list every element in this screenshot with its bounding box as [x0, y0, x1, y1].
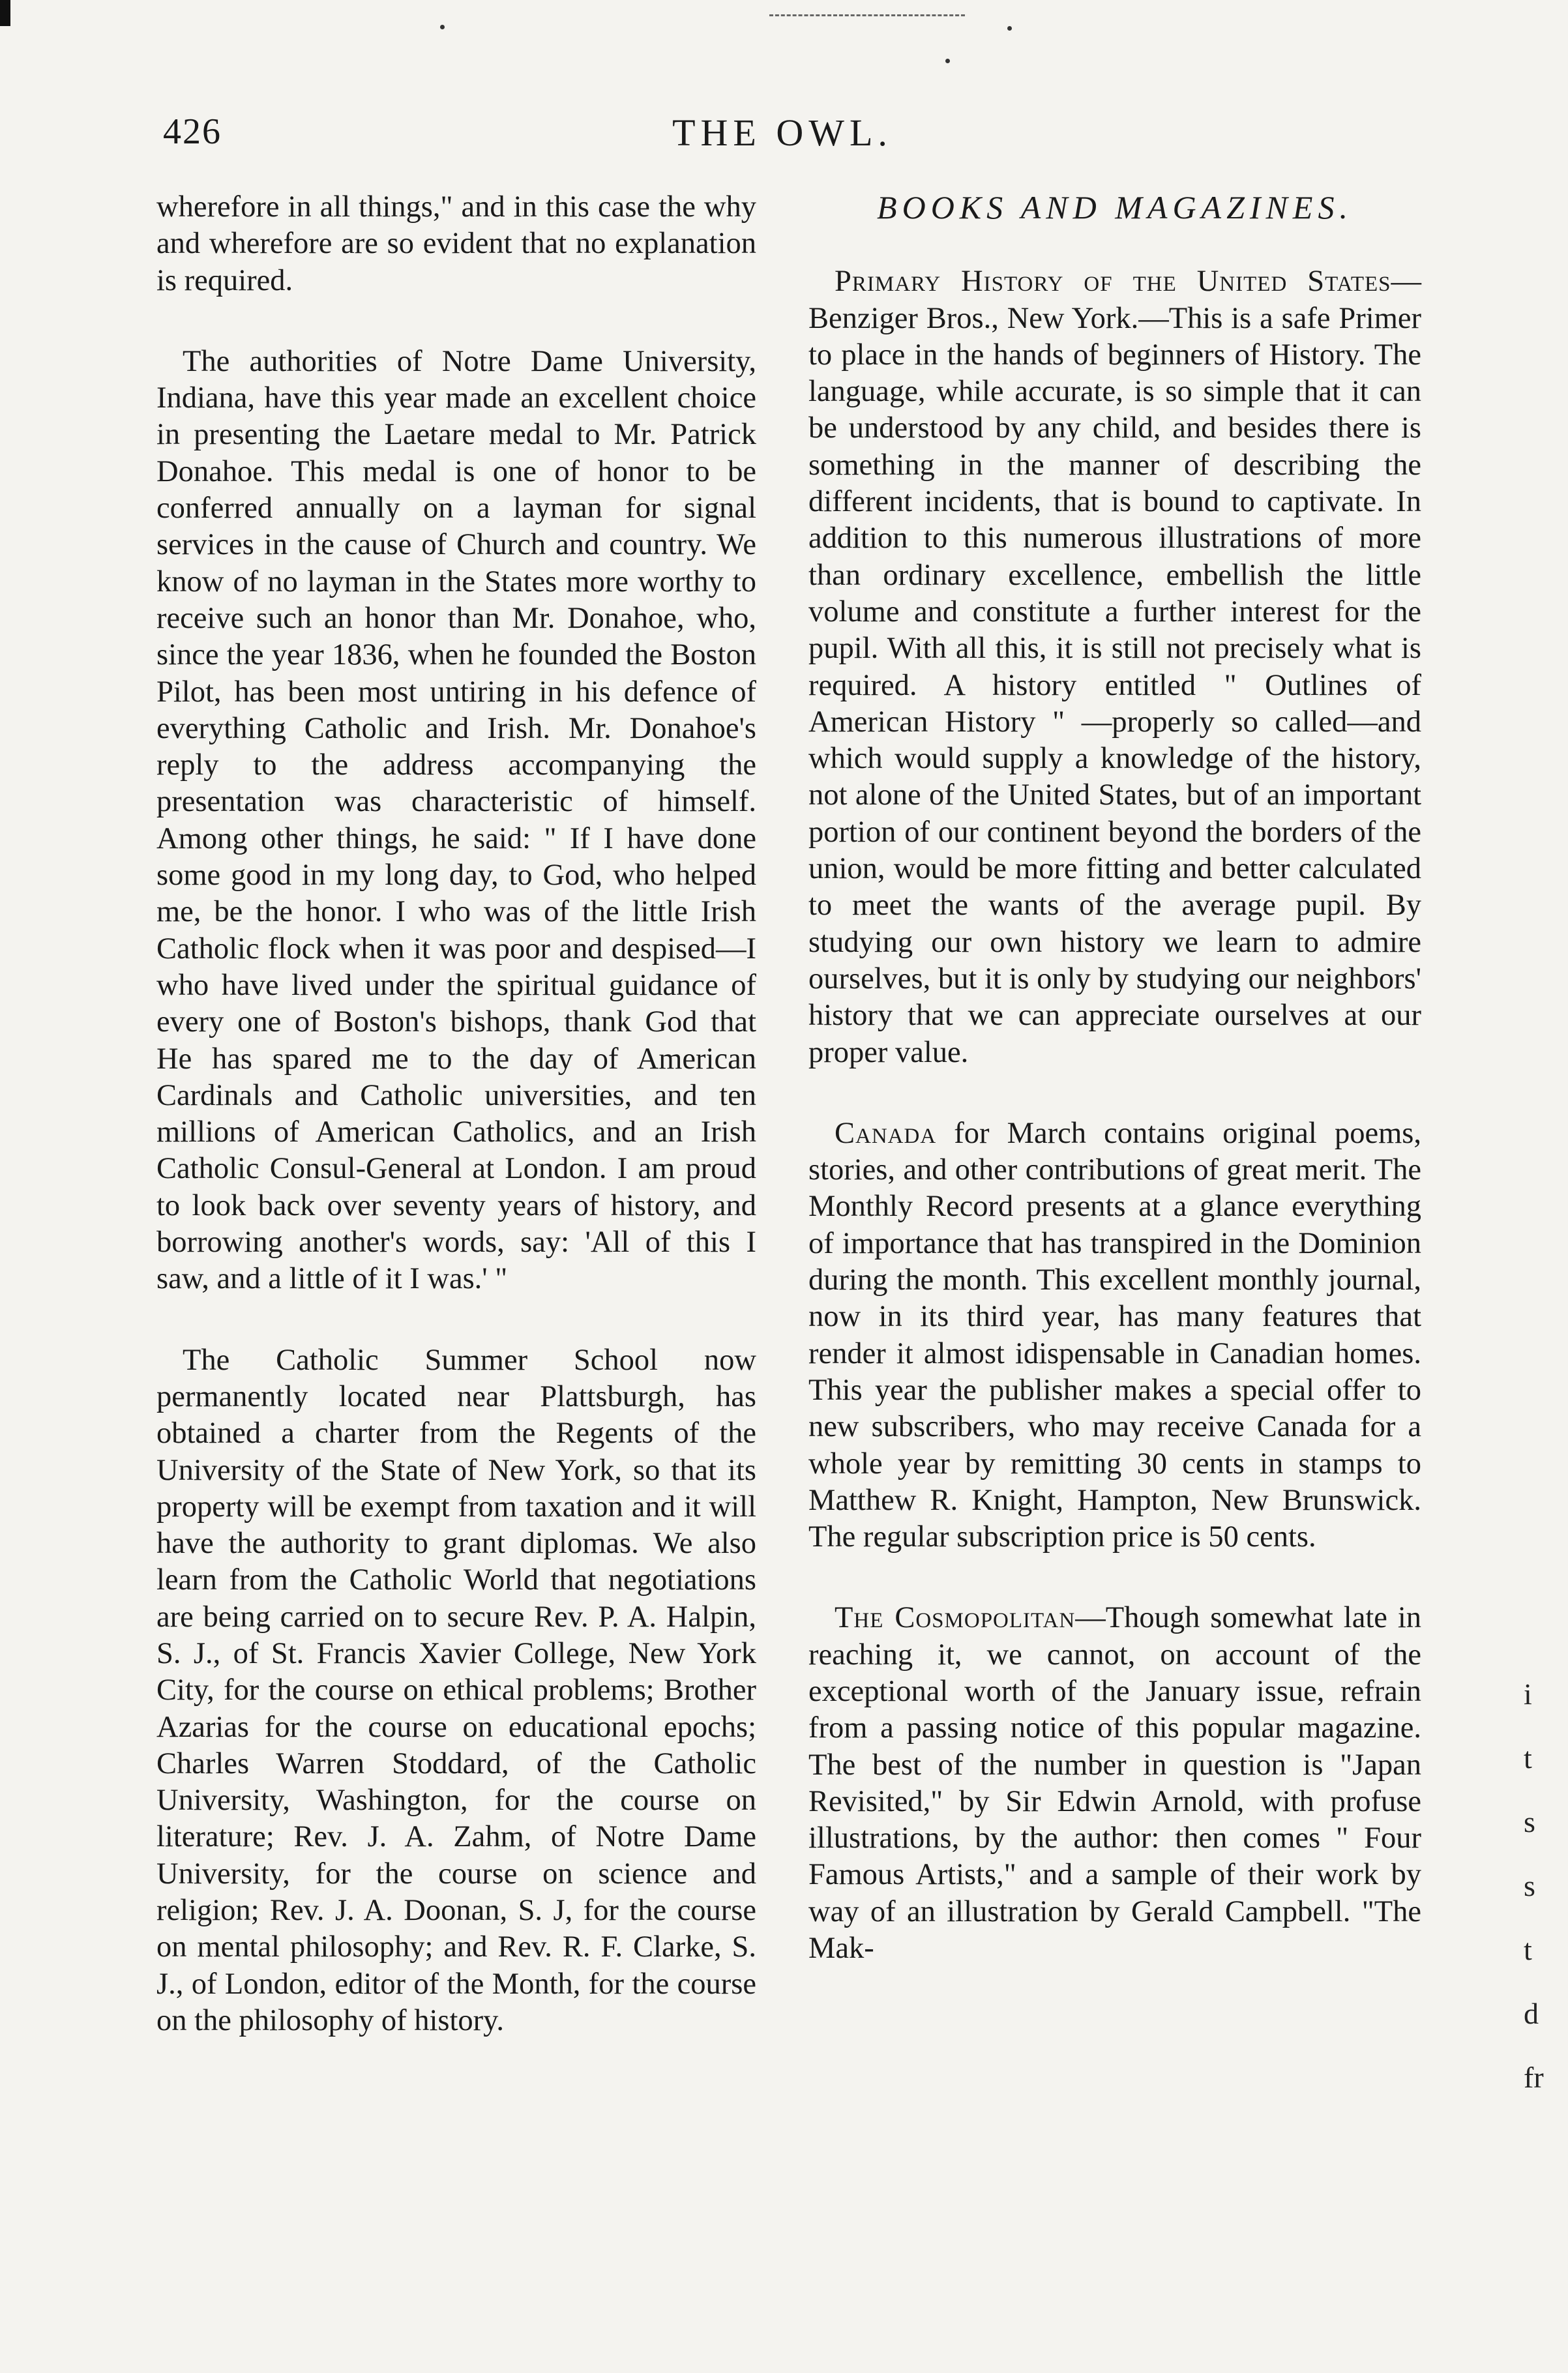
review-canada: [808, 1115, 1421, 1556]
scan-corner-mark: [0, 0, 10, 26]
review-lead: Canada: [835, 1116, 937, 1150]
paragraph-summer-school: The Catholic Summer School now permanently located near Plattsburgh, has obtained a charter from the Regents of the University of the State of New York, so that its property will be exempt from taxation and it will have the authority to grant diplomas. We also learn from the Catholic World that negotiations are being carried on to secure Rev. P. A. Halpin, S. J., of St. Francis Xavier College, New York City, for the course on ethical problems; Brother Azarias for the course on educational epochs; Charles Warren Stoddard, of the Catholic University, Washington, for the course on literature; Rev. J. A. Zahm, of Notre Dame University, for the course on science and religion; Rev. J. A. Doonan, S. J, for the course on mental philosophy; and Rev. R. F. Clarke, S. J., of London, editor of the Month, for the course on the philosophy of history.: [156, 1343, 756, 2037]
margin-fragment: s: [1524, 1869, 1535, 1902]
scan-speck: [1007, 26, 1012, 31]
paragraph-continuation: wherefore in all things," and in this case the why and wherefore are so evident that no explanation is required.: [156, 190, 756, 297]
review-primary-history: [808, 263, 1421, 1071]
review-cosmopolitan: [808, 1600, 1421, 1967]
right-column: [808, 189, 1421, 2011]
review-text: for March contains original poems, stories, and other contributions of great merit. The Monthly Record presents at a glance everything of importance that has transpired in the Dominion during the month. This excellent monthly journal, now in its third year, has many features that render it almost idispensable in Canadian homes. This year the publisher makes a special offer to new subscribers, who may receive Canada for a whole year by remitting 30 cents in stamps to Matthew R. Knight, Hampton, New Brunswick. The regular subscription price is 50 cents.: [808, 1116, 1421, 1554]
page-number: 426: [163, 111, 222, 152]
adjacent-page-fragments: [1524, 1662, 1556, 2110]
margin-fragment: fr: [1524, 2061, 1544, 2094]
scan-speck: [945, 59, 950, 63]
review-text: —Benziger Bros., New York.—This is a safe Primer to place in the hands of beginners of History. The language, while accurate, is so simple that it can be understood by any child, and besides there is something in the manner of describing the different incidents, that is bound to captivate. In addition to this numerous illustrations of more than ordinary excellence, embellish the little volume and constitute a further interest for the pupil. With all this, it is still not precisely what is required. A history entitled " Outlines of American History " —properly so called—and which would supply a knowledge of the history, not alone of the United States, but of an important portion of our continent beyond the borders of the union, would be more fitting and better calculated to meet the wants of the average pupil. By studying our own history we learn to admire ourselves, but it is only by studying our neighbors' history that we can appreciate ourselves at our proper value.: [808, 265, 1421, 1069]
margin-fragment: t: [1524, 1741, 1532, 1775]
review-lead: The Cosmopolitan: [835, 1601, 1076, 1635]
paragraph-laetare-medal: The authorities of Notre Dame University, Indiana, have this year made an excellent choice in presenting the Laetare medal to Mr. Patrick Donahoe. This medal is one of honor to be conferred annually on a layman for signal services in the cause of Church and country. We know of no layman in the States more worthy to receive such an honor than Mr. Donahoe, who, since the year 1836, when he founded the Boston Pilot, has been most untiring in his defence of everything Catholic and Irish. Mr. Donahoe's reply to the address accompanying the presentation was characteristic of himself. Among other things, he said: " If I have done some good in my long day, to God, who helped me, be the honor. I who was of the little Irish Catholic flock when it was poor and despised—I who have lived under the spiritual guidance of every one of Boston's bishops, thank God that He has spared me to the day of American Cardinals and Catholic universities, and ten millions of American Catholics, and an Irish Catholic Consul-General at London. I am proud to look back over seventy years of history, and borrowing another's words, say: 'All of this I saw, and a little of it I was.' ": [156, 344, 756, 1296]
scan-top-rule: [769, 14, 965, 16]
section-heading: BOOKS AND MAGAZINES.: [877, 189, 1353, 226]
page-header: [163, 111, 1402, 170]
review-text: —Though somewhat late in reaching it, we cannot, on account of the exceptional worth of the January issue, refrain from a passing notice of this popular magazine. The best of the number in question is "Japan Revisited," by Sir Edwin Arnold, with profuse illustrations, by the author: then comes " Four Famous Artists," and a sample of their work by way of an illustration by Gerald Campbell. "The Mak-: [808, 1601, 1422, 1966]
review-lead: Primary History of the United States: [835, 265, 1391, 299]
left-column: [156, 189, 756, 2084]
running-title: THE OWL.: [672, 111, 893, 154]
scan-speck: [440, 25, 445, 29]
margin-fragment: i: [1524, 1677, 1532, 1711]
margin-fragment: d: [1524, 1997, 1539, 2030]
margin-fragment: s: [1524, 1805, 1535, 1838]
margin-fragment: t: [1524, 1933, 1532, 1966]
